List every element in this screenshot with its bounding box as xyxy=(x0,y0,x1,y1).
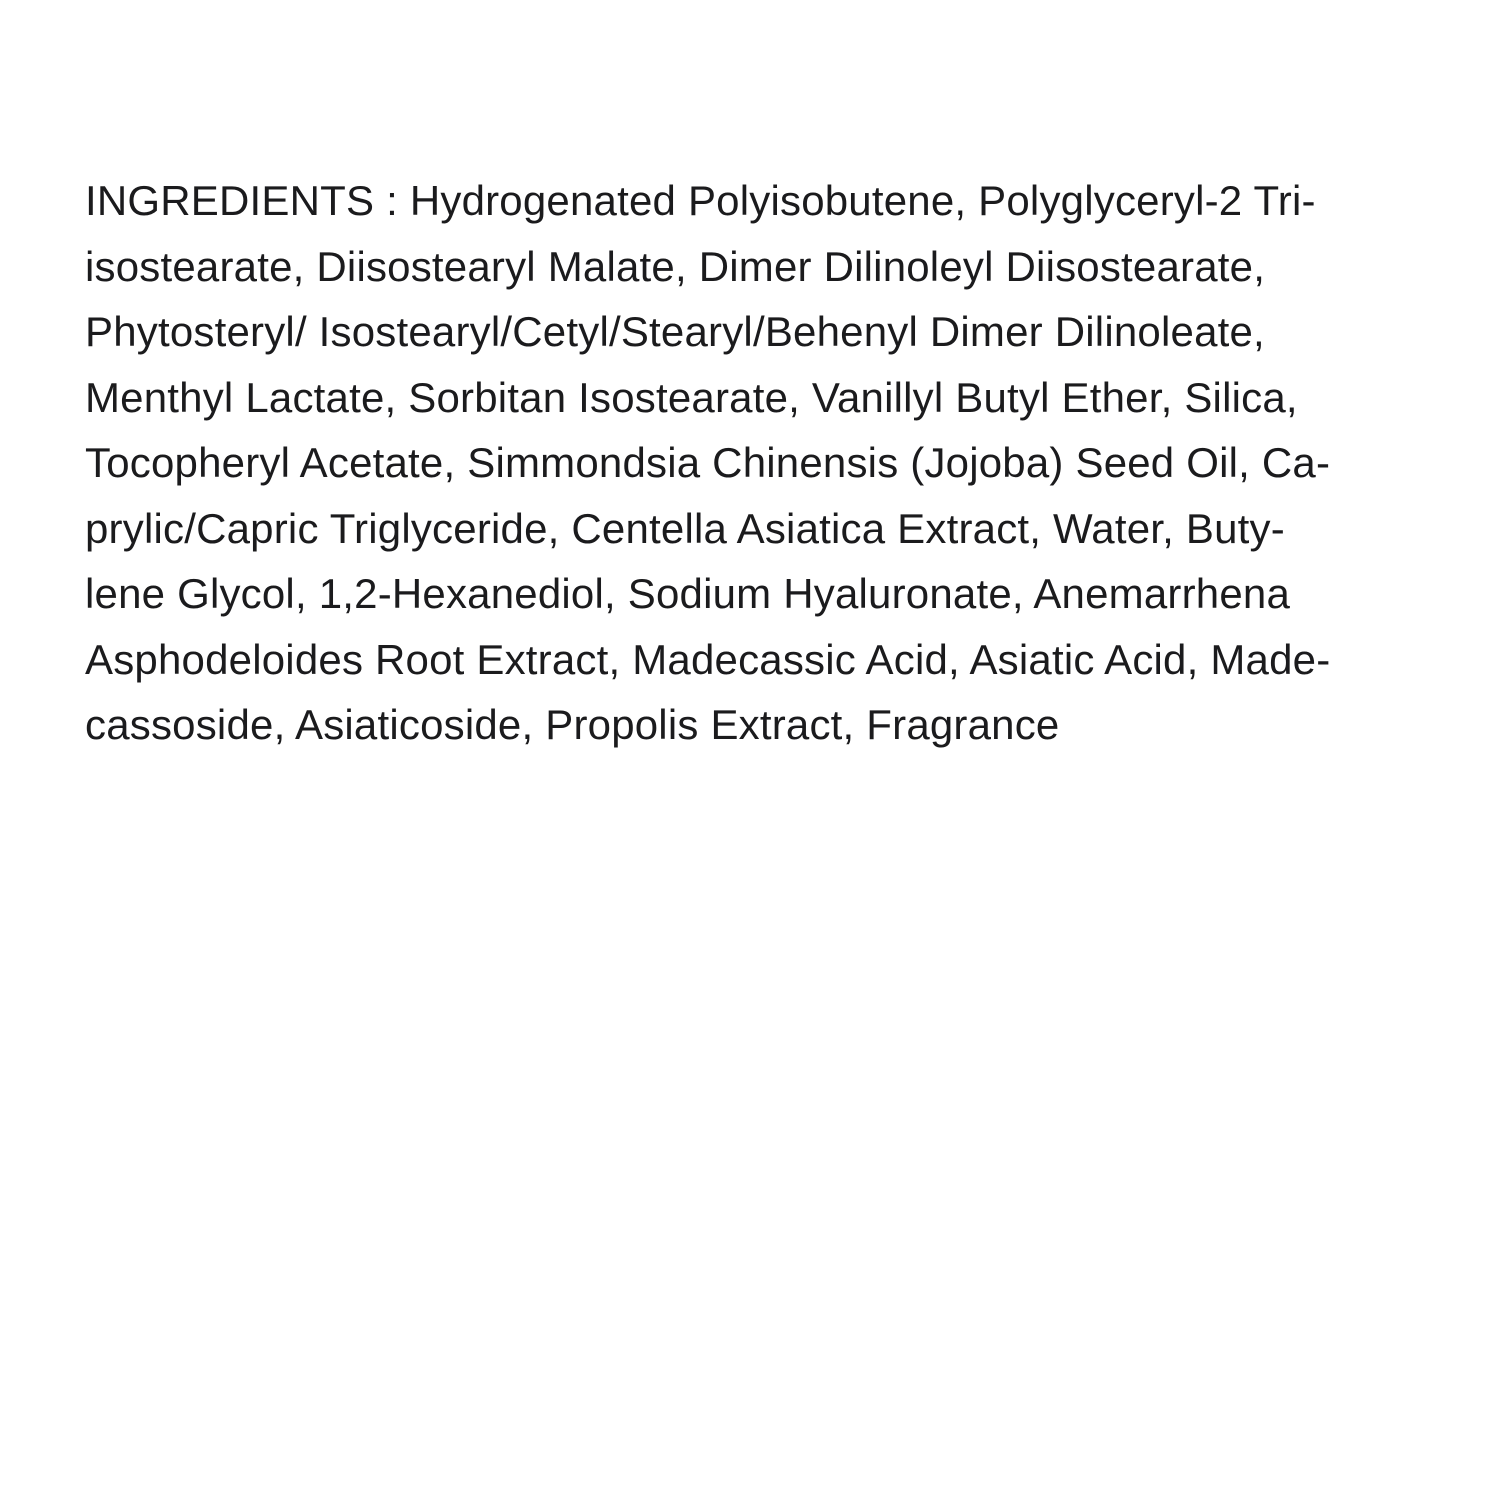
ingredients-text-block xyxy=(85,168,1430,758)
ingredients-line: Asphodeloides Root Extract, Madecassic Acid, Asiatic Acid, Made- xyxy=(85,635,1331,683)
ingredients-line: Phytosteryl/ Isostearyl/Cetyl/Stearyl/Behenyl Dimer Dilinoleate, xyxy=(85,308,1265,355)
ingredients-line: INGREDIENTS : Hydrogenated Polyisobutene, Polyglyceryl-2 Tri- xyxy=(85,177,1316,224)
ingredients-line: cassoside, Asiaticoside, Propolis Extract, Fragrance xyxy=(85,701,1060,748)
ingredients-line: Tocopheryl Acetate, Simmondsia Chinensis (Jojoba) Seed Oil, Ca- xyxy=(85,439,1331,486)
ingredients-line: prylic/Capric Triglyceride, Centella Asiatica Extract, Water, Buty- xyxy=(85,504,1285,552)
ingredients-line: isostearate, Diisostearyl Malate, Dimer Dilinoleyl Diisostearate, xyxy=(85,242,1266,290)
ingredients-line: Menthyl Lactate, Sorbitan Isostearate, Vanillyl Butyl Ether, Silica, xyxy=(85,373,1298,421)
ingredients-line: lene Glycol, 1,2-Hexanediol, Sodium Hyaluronate, Anemarrhena xyxy=(85,570,1291,617)
